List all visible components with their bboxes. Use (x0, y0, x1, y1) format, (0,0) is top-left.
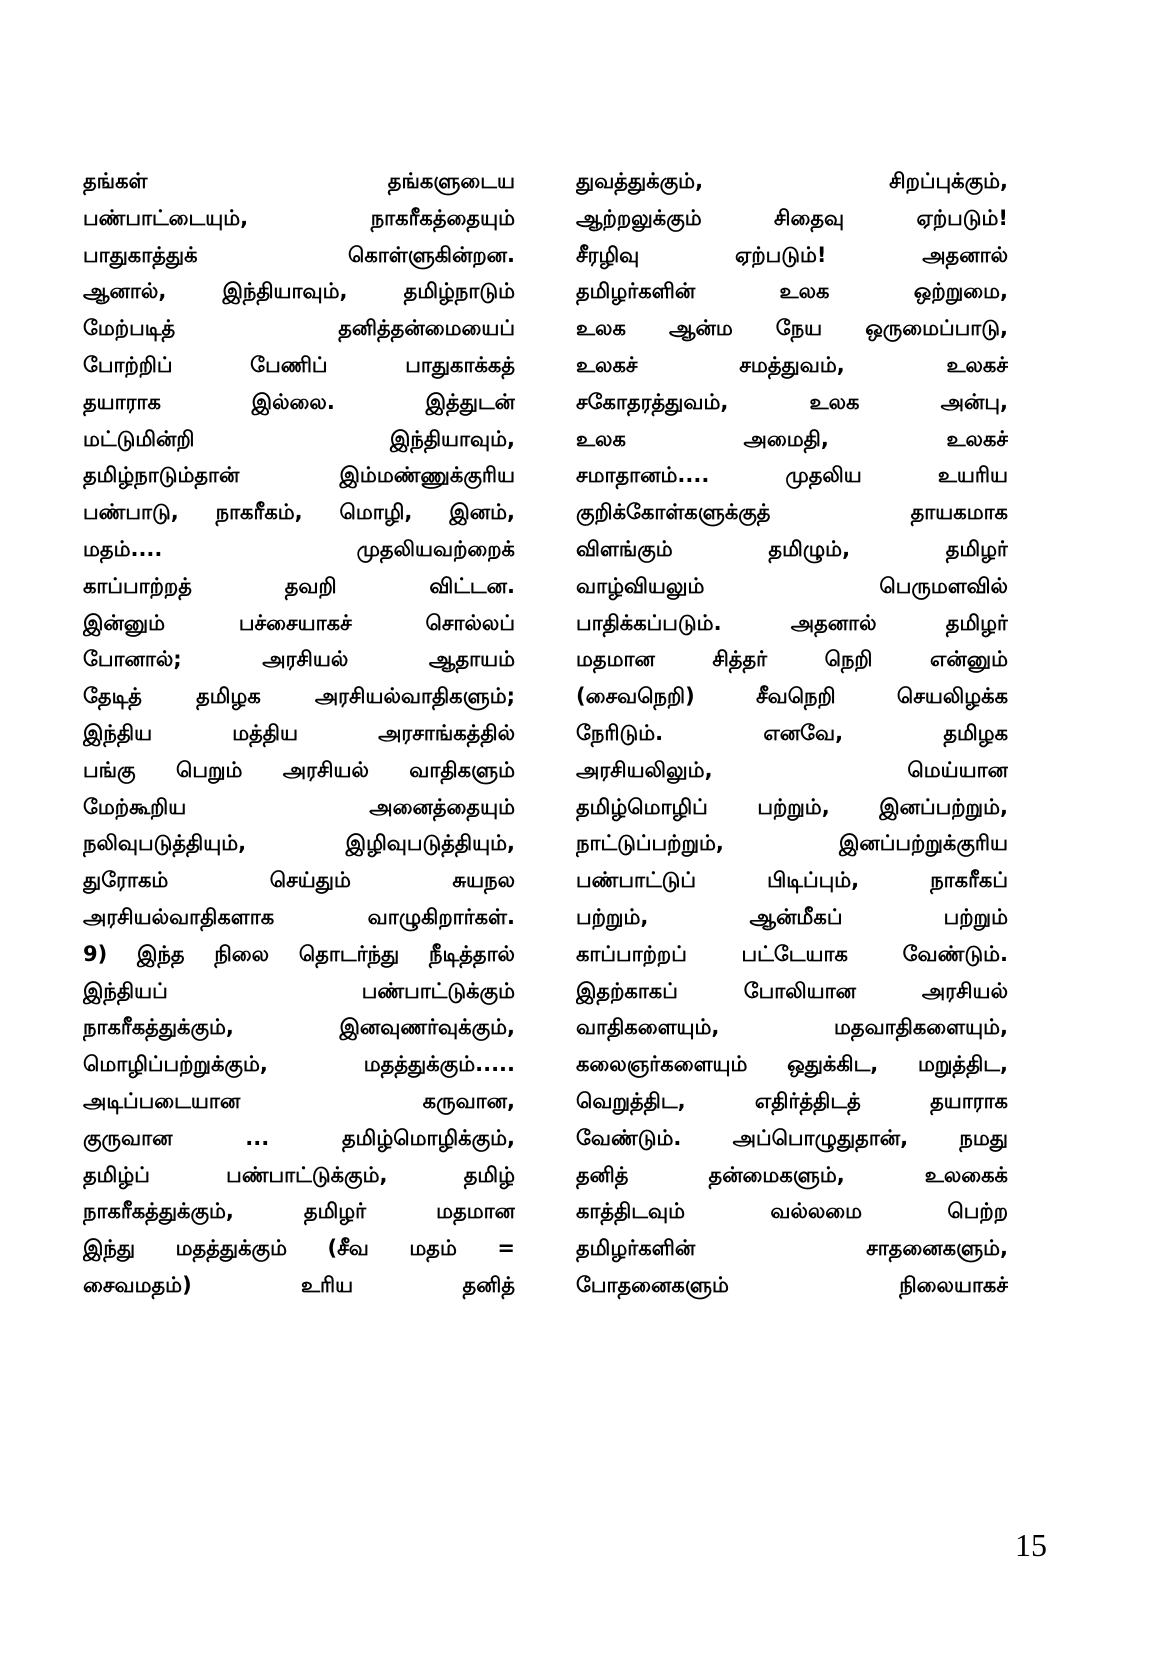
text-line: இன்னும் பச்சையாகச் சொல்லப் (83, 610, 515, 635)
text-line: பாதுகாத்துக் கொள்ளுகின்றன. (83, 242, 515, 267)
text-line: தமிழ்ப் பண்பாட்டுக்கும், தமிழ் (83, 1162, 515, 1187)
text-line: தேடித் தமிழக அரசியல்வாதிகளும்; (83, 684, 515, 709)
text-line: உலகச் சமத்துவம், உலகச் (576, 352, 1008, 377)
text-line: பண்பாட்டையும், நாகரீகத்தையும் (83, 205, 515, 230)
text-line: சைவமதம்) உரிய தனித் (83, 1272, 515, 1297)
text-line: அடிப்படையான கருவான, (83, 1088, 515, 1113)
text-line: தமிழர்களின் உலக ஒற்றுமை, (576, 279, 1008, 304)
text-line: விளங்கும் தமிழும், தமிழர் (576, 536, 1008, 561)
text-line: இதற்காகப் போலியான அரசியல் (576, 978, 1008, 1003)
text-line: காப்பாற்றத் தவறி விட்டன. (83, 573, 515, 598)
text-line: துவத்துக்கும், சிறப்புக்கும், (576, 169, 1008, 193)
text-line: பங்கு பெறும் அரசியல் வாதிகளும் (83, 757, 515, 782)
text-line: வாழ்வியலும் பெருமளவில் (576, 573, 1008, 598)
right-text-column (576, 163, 1008, 1304)
text-line: வெறுத்திட, எதிர்த்திடத் தயாராக (576, 1088, 1008, 1113)
text-line: தங்கள் தங்களுடைய (83, 169, 515, 193)
left-text-column (83, 163, 515, 1304)
text-line: மேற்படித் தனித்தன்மையைப் (83, 316, 515, 341)
text-line: உலக ஆன்ம நேய ஒருமைப்பாடு, (576, 316, 1008, 341)
text-line: போனால்; அரசியல் ஆதாயம் (83, 647, 515, 672)
text-line: உலக அமைதி, உலகச் (576, 426, 1008, 451)
text-line: மேற்கூறிய அனைத்தையும் (83, 794, 515, 819)
text-line: சமாதானம்.... முதலிய உயரிய (576, 463, 1008, 488)
text-line: பண்பாட்டுப் பிடிப்பும், நாகரீகப் (576, 868, 1008, 893)
text-line: காப்பாற்றப் பட்டேயாக வேண்டும். (576, 941, 1008, 966)
text-line: பண்பாடு, நாகரீகம், மொழி, இனம், (83, 500, 515, 525)
text-line: நலிவுபடுத்தியும், இழிவுபடுத்தியும், (83, 831, 515, 856)
text-line: நேரிடும். எனவே, தமிழக (576, 720, 1008, 745)
text-line: மதம்.... முதலியவற்றைக் (83, 536, 515, 561)
text-line: பாதிக்கப்படும். அதனால் தமிழர் (576, 610, 1008, 635)
text-line: நாட்டுப்பற்றும், இனப்பற்றுக்குரிய (576, 831, 1008, 856)
text-line: (சைவநெறி) சீவநெறி செயலிழக்க (576, 684, 1008, 709)
text-line: தமிழ்மொழிப் பற்றும், இனப்பற்றும், (576, 794, 1008, 819)
text-line: அரசியலிலும், மெய்யான (576, 757, 1008, 782)
text-line: தமிழ்நாடும்தான் இம்மண்ணுக்குரிய (83, 463, 515, 488)
text-line: மொழிப்பற்றுக்கும், மதத்துக்கும்..... (83, 1052, 515, 1077)
text-line: அரசியல்வாதிகளாக வாழுகிறார்கள். (83, 904, 515, 929)
text-line: தனித் தன்மைகளும், உலகைக் (576, 1162, 1008, 1187)
page-number: 15 (1015, 1527, 1047, 1563)
text-line: 9) இந்த நிலை தொடர்ந்து நீடித்தால் (83, 941, 515, 966)
text-line: தயாராக இல்லை. இத்துடன் (83, 389, 515, 414)
text-line: சகோதரத்துவம், உலக அன்பு, (576, 389, 1008, 414)
text-line: மட்டுமின்றி இந்தியாவும், (83, 426, 515, 451)
text-line: பற்றும், ஆன்மீகப் பற்றும் (576, 904, 1008, 929)
text-line: காத்திடவும் வல்லமை பெற்ற (576, 1199, 1008, 1224)
text-line: ஆனால், இந்தியாவும், தமிழ்நாடும் (83, 279, 515, 304)
text-line: போதனைகளும் நிலையாகச் (576, 1272, 1008, 1297)
text-line: மதமான சித்தர் நெறி என்னும் (576, 647, 1008, 672)
text-line: கலைஞர்களையும் ஒதுக்கிட, மறுத்திட, (576, 1052, 1008, 1077)
text-line: நாகரீகத்துக்கும், இனவுணர்வுக்கும், (83, 1015, 515, 1040)
text-line: இந்திய மத்திய அரசாங்கத்தில் (83, 720, 515, 745)
text-line: இந்து மதத்துக்கும் (சீவ மதம் = (83, 1236, 515, 1261)
text-line: குறிக்கோள்களுக்குத் தாயகமாக (576, 500, 1008, 525)
text-line: சீரழிவு ஏற்படும்! அதனால் (576, 242, 1008, 267)
text-line: குருவான ... தமிழ்மொழிக்கும், (83, 1125, 515, 1150)
text-line: போற்றிப் பேணிப் பாதுகாக்கத் (83, 352, 515, 377)
text-line: நாகரீகத்துக்கும், தமிழர் மதமான (83, 1199, 515, 1224)
text-line: துரோகம் செய்தும் சுயநல (83, 868, 515, 893)
text-line: ஆற்றலுக்கும் சிதைவு ஏற்படும்! (576, 205, 1008, 230)
text-line: வாதிகளையும், மதவாதிகளையும், (576, 1015, 1008, 1040)
text-line: தமிழர்களின் சாதனைகளும், (576, 1236, 1008, 1261)
text-line: இந்தியப் பண்பாட்டுக்கும் (83, 978, 515, 1003)
text-line: வேண்டும். அப்பொழுதுதான், நமது (576, 1125, 1008, 1150)
